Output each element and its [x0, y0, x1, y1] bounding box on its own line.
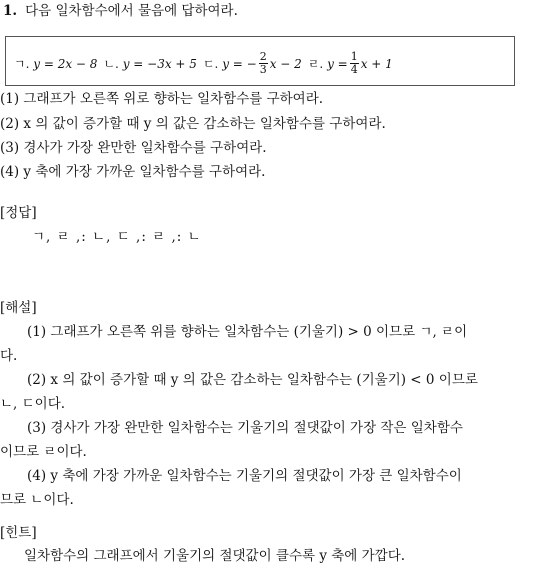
fraction-one-quarter: $\frac{1}{4}$ [350, 50, 358, 76]
fraction-two-thirds: $\frac{2}{3}$ [259, 50, 267, 76]
explanation-line: 이므로 ㄹ이다. [0, 444, 87, 460]
hint-text: 일차함수의 그래프에서 기울기의 절댓값이 클수록 y 축에 가깝다. [24, 548, 406, 564]
problem-number: 1. [3, 3, 18, 19]
problem-heading [3, 2, 238, 20]
answer-heading: [정답] [0, 205, 37, 221]
equation-row [14, 51, 399, 76]
equation-d: ㄹ. y = $\frac{1}{4}$ x + 1 [307, 50, 393, 76]
question-3: (3) 경사가 가장 완만한 일차함수를 구하여라. [0, 140, 267, 156]
explanation-line: 므로 ㄴ이다. [0, 492, 74, 508]
question-1: (1) 그래프가 오른쪽 위로 향하는 일차함수를 구하여라. [0, 91, 324, 107]
explanation-line: (3) 경사가 가장 완만한 일차함수는 기울기의 절댓값이 가장 작은 일차함수 [27, 420, 463, 436]
explanation-line: (1) 그래프가 오른쪽 위를 향하는 일차함수는 (기울기) > 0 이므로 ㄱ, ㄹ이 [27, 324, 468, 340]
equation-a: ㄱ. y = 2x − 8 [14, 56, 98, 71]
equation-c: ㄷ. y = − $\frac{2}{3}$ x − 2 [202, 50, 302, 76]
equation-box [5, 36, 515, 86]
answer-text: ㄱ, ㄹ ,: ㄴ, ㄷ ,: ㄹ ,: ㄴ [32, 229, 202, 245]
explanation-line: (4) y 축에 가장 가까운 일차함수는 기울기의 절댓값이 가장 큰 일차함수이 [27, 468, 462, 484]
explanation-heading: [해설] [0, 300, 37, 316]
question-4: (4) y 축에 가장 가까운 일차함수를 구하여라. [0, 164, 266, 180]
question-2: (2) x 의 값이 증가할 때 y 의 값은 감소하는 일차함수를 구하여라. [0, 116, 386, 132]
equation-b: ㄴ. y = −3x + 5 [103, 56, 197, 71]
hint-heading: [힌트] [0, 525, 37, 541]
explanation-line: ㄴ, ㄷ이다. [0, 396, 66, 412]
explanation-line: (2) x 의 값이 증가할 때 y 의 값은 감소하는 일차함수는 (기울기) < 0 이므로 [27, 372, 478, 388]
problem-question: 다음 일차함수에서 물음에 답하여라. [25, 3, 238, 19]
explanation-line: 다. [0, 348, 18, 364]
